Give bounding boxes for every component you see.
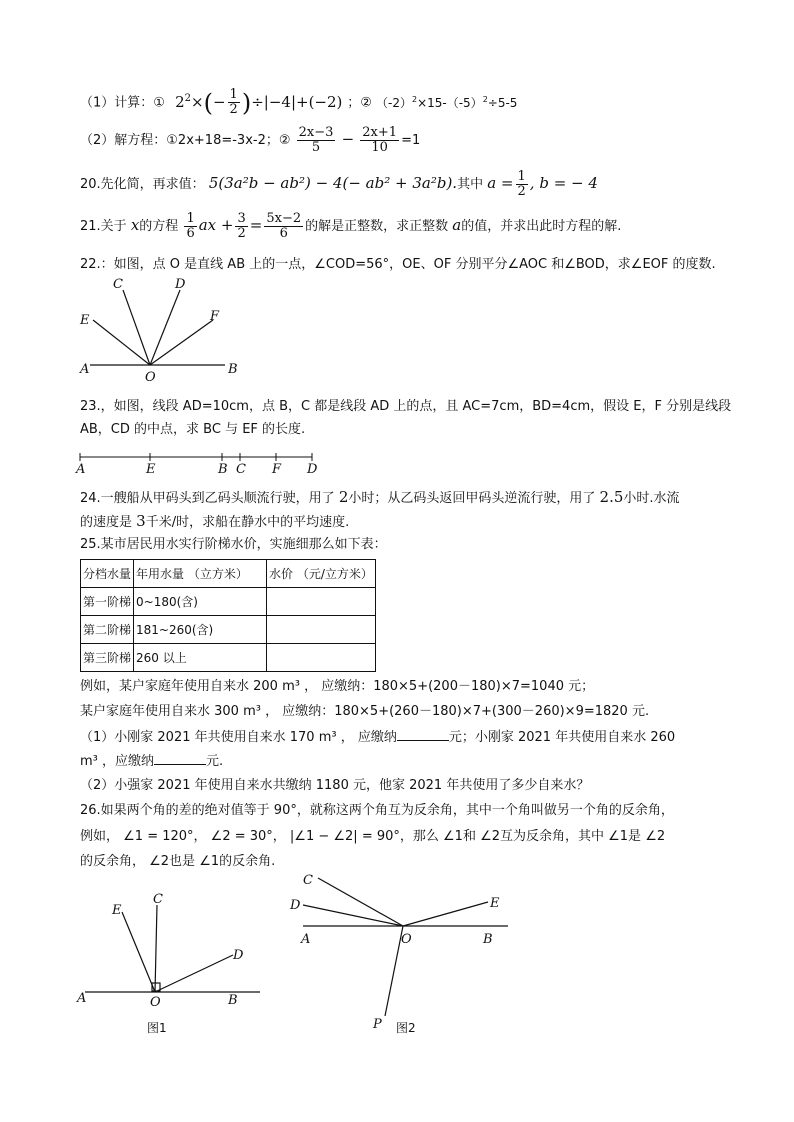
q23-label-e: E	[146, 462, 156, 477]
q24-line1: 24.一艘船从甲码头到乙码头顺流行驶，用了 2小时；从乙码头返回甲码头逆流行驶，用了 2.5小时.水流	[80, 488, 680, 506]
fig2-ray-oe	[403, 902, 488, 926]
table-header-cell: 分档水量	[81, 560, 134, 588]
table-header-row	[81, 560, 376, 588]
fig2-label-c: C	[303, 873, 313, 888]
table-cell: 第二阶梯	[81, 616, 134, 644]
fig1-label-o: O	[150, 995, 161, 1010]
q22-label-c: C	[113, 277, 123, 292]
fig1-ray-od	[155, 955, 233, 992]
fig2-label-a: A	[301, 932, 311, 947]
q26-line2: 例如， ∠1 = 120°， ∠2 = 30°， |∠1 − ∠2| = 90°，那么 ∠1和 ∠2互为反余角，其中 ∠1是 ∠2	[80, 829, 666, 844]
fig1-ray-oc	[155, 905, 157, 992]
fig1-caption: 图1	[147, 1021, 167, 1035]
table-cell	[267, 616, 376, 644]
q23-label-a: A	[76, 462, 86, 477]
q22-label-a: A	[80, 362, 90, 377]
q19-part1-label: （1）计算：	[80, 95, 154, 111]
q19-circle-1: ①	[153, 95, 165, 111]
q19-part1: （1）计算：① $2^2\times(-$ $\frac{1}{2}$ )÷|−4|+(−2) ；② $(-2)^2\times 15-(-5)^2\div 5-5$	[80, 87, 518, 117]
q19-expr1: $2^2\times(-$ $\frac{1}{2}$ )÷|−4|+(−2)	[175, 87, 343, 117]
table-header-cell: 水价 （元/立方米）	[267, 560, 376, 588]
q19-circle-2: ②	[360, 95, 372, 111]
q26-figure-2	[290, 868, 523, 1043]
q25-example-2: 某户家庭年使用自来水 300 m³ ， 应缴纳：180×5+(260－180)×7+(300－260)×9=1820 元.	[80, 704, 650, 719]
q25-part2: （2）小强家 2021 年使用自来水共缴纳 1180 元，他家 2021 年共使用了多少自来水？	[80, 778, 590, 793]
q24-line2: 的速度是 3千米/时，求船在静水中的平均速度.	[80, 512, 350, 530]
q19-part2-label: （2）解方程：	[80, 133, 167, 148]
fig1-ray-oe	[122, 912, 155, 992]
table-row	[81, 616, 376, 644]
fig2-caption: 图2	[396, 1021, 416, 1035]
q20-a-fraction: $\frac{1}{2}$	[517, 169, 526, 199]
table-cell: 181~260(含)	[134, 616, 267, 644]
table-cell	[267, 588, 376, 616]
q19-eq1: ①2x+18=-3x-2；②	[166, 133, 291, 148]
table-row	[81, 588, 376, 616]
q19-eq2-frac2: $\frac{2x+1}{10}$	[362, 125, 398, 155]
q26-figure-1	[75, 885, 275, 1045]
table-cell	[267, 644, 376, 672]
q23-label-c: C	[236, 462, 246, 477]
q19-expr1-fraction: $\frac{1}{2}$	[229, 87, 238, 117]
q22-label-f: F	[210, 309, 220, 324]
q26-line1: 26.如果两个角的差的绝对值等于 90°，就称这两个角互为反余角，其中一个角叫做另一个角的反余角，	[80, 803, 674, 818]
q22-label-o: O	[145, 370, 156, 385]
table-row	[81, 644, 376, 672]
q20-label: 20.先化简，再求值：	[80, 177, 205, 192]
q25-example-1: 例如，某户家庭年使用自来水 200 m³ ， 应缴纳：180×5+(200－180)×7=1040 元；	[80, 679, 595, 694]
table-cell: 0~180(含)	[134, 588, 267, 616]
q22-label-b: B	[228, 362, 238, 377]
q26-line3: 的反余角， ∠2也是 ∠1的反余角.	[80, 854, 276, 869]
fig1-label-c: C	[153, 892, 163, 907]
answer-blank[interactable]	[154, 752, 206, 765]
fig2-label-o: O	[401, 932, 412, 947]
q21: 21.关于 x的方程 $\frac{1}{6}$ ax + $\frac{3}{2}$ = $\frac{5x-2}{6}$ 的解是正整数，求正整数 a的值，并求出此时方程的解.	[80, 211, 622, 241]
fig2-label-p: P	[373, 1017, 382, 1032]
table-header-cell: 年用水量 （立方米）	[134, 560, 267, 588]
q23-label-d: D	[307, 462, 318, 477]
fig2-ray-od	[303, 905, 403, 926]
fig1-label-b: B	[228, 993, 238, 1008]
q23-label-b: B	[218, 462, 228, 477]
q22-label-d: D	[175, 277, 186, 292]
q21-label: 21.关于	[80, 219, 127, 234]
table-cell: 260 以上	[134, 644, 267, 672]
fig2-label-e: E	[490, 896, 500, 911]
fig1-label-a: A	[77, 991, 87, 1006]
q22-text: 22.：如图，点 O 是直线 AB 上的一点，∠COD=56°，OE、OF 分别平分∠AOC 和∠BOD，求∠EOF 的度数.	[80, 257, 716, 272]
q25-price-table	[80, 559, 376, 672]
q25-part1-line1: （1）小刚家 2021 年共使用自来水 170 m³ ， 应缴纳 元；小刚家 2021 年共使用自来水 260	[80, 730, 676, 745]
fig2-ray-oc	[318, 878, 403, 926]
q25-part1-line2: m³ ，应缴纳 元.	[80, 754, 224, 769]
q22-label-e: E	[80, 313, 90, 328]
q23-figure	[75, 448, 325, 478]
q20: 20.先化简，再求值： 5(3a²b − ab²) − 4(− ab² + 3a²b).其中 a = $\frac{1}{2}$ , b = − 4	[80, 169, 598, 199]
answer-blank[interactable]	[397, 728, 449, 741]
q22-figure	[75, 275, 275, 385]
q23-label-f: F	[272, 462, 282, 477]
q25-intro: 25.某市居民用水实行阶梯水价，实施细那么如下表：	[80, 537, 387, 552]
q19-eq2-frac1: $\frac{2x-3}{5}$	[298, 125, 334, 155]
fig2-label-d: D	[290, 898, 301, 913]
q23-line2: AB，CD 的中点，求 BC 与 EF 的长度.	[80, 422, 306, 437]
fig2-label-b: B	[483, 932, 493, 947]
q20-expr: 5(3a²b − ab²) − 4(− ab² + 3a²b).	[208, 174, 458, 192]
q23-line1: 23.，如图，线段 AD=10cm，点 B，C 都是线段 AD 上的点，且 AC=7cm，BD=4cm，假设 E，F 分别是线段	[80, 399, 732, 414]
fig1-label-e: E	[112, 903, 122, 918]
q19-expr2: $(-2)^2\times 15-(-5)^2\div 5-5$	[376, 94, 518, 110]
q19-part2: （2）解方程：①2x+18=-3x-2；② $\frac{2x-3}{5}$ − $\frac{2x+1}{10}$ =1	[80, 125, 421, 155]
table-cell: 第三阶梯	[81, 644, 134, 672]
fig1-label-d: D	[233, 948, 244, 963]
table-cell: 第一阶梯	[81, 588, 134, 616]
